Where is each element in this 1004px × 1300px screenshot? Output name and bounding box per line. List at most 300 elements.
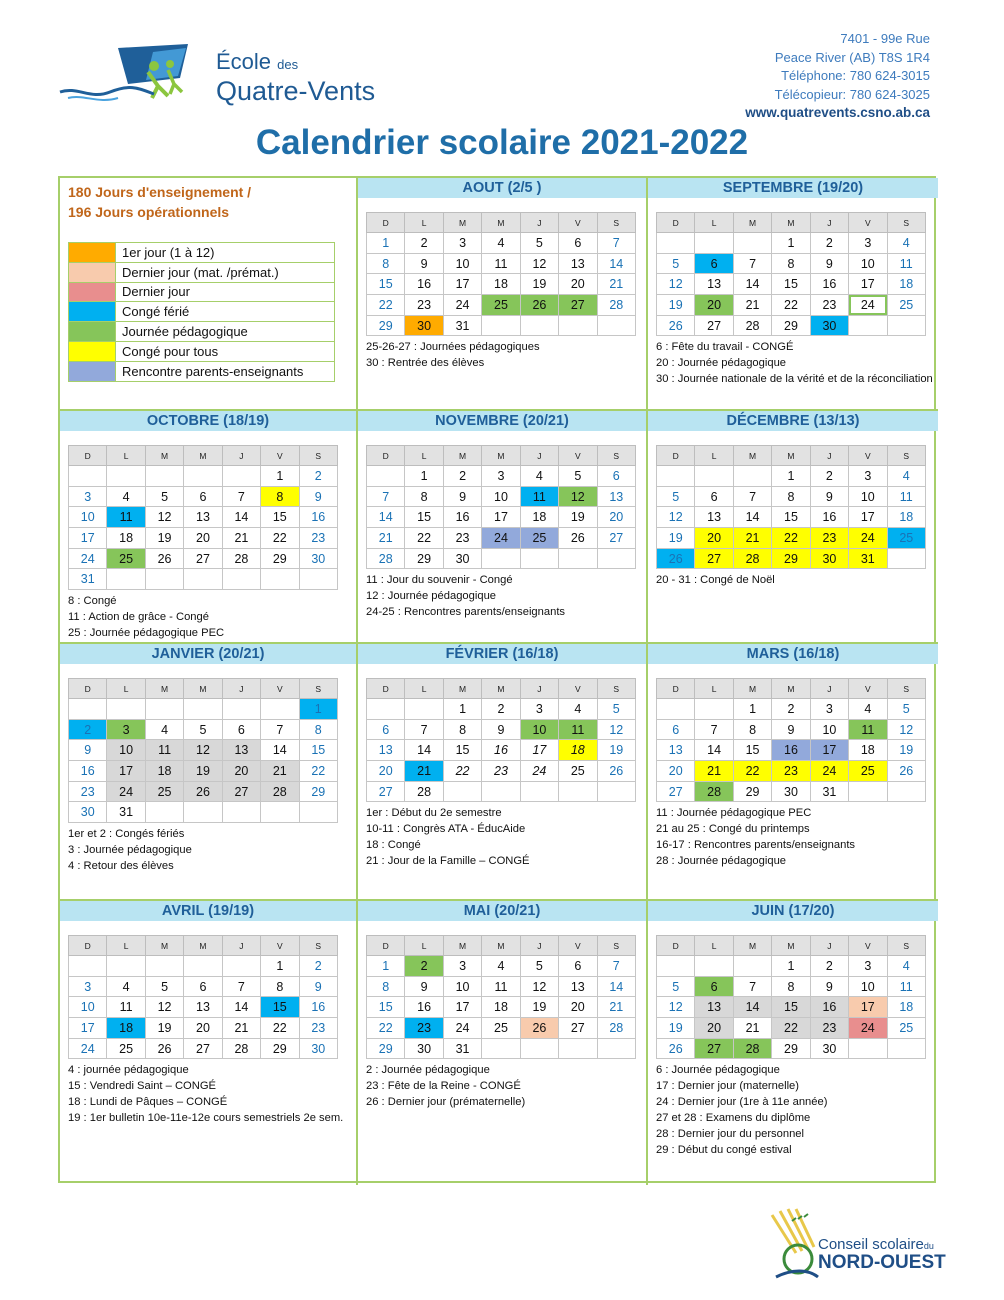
month-notes — [68, 1062, 356, 1126]
day-cell: 28 — [367, 548, 405, 569]
weekday-header: M — [184, 679, 222, 699]
weekday-header: V — [261, 679, 299, 699]
month-title: OCTOBRE (18/19) — [60, 411, 356, 431]
empty-day-cell — [520, 548, 558, 569]
day-cell: 8 — [367, 976, 405, 997]
weekday-header: M — [184, 936, 222, 956]
day-cell: 8 — [261, 486, 299, 507]
board-name-line2: NORD-OUEST — [818, 1252, 946, 1273]
day-cell: 1 — [261, 956, 299, 977]
weekday-header: L — [405, 936, 443, 956]
day-cell: 14 — [261, 740, 299, 761]
empty-day-cell — [657, 466, 695, 487]
day-cell: 3 — [69, 976, 107, 997]
day-cell: 24 — [69, 548, 107, 569]
month-calendar — [656, 678, 926, 802]
day-cell: 23 — [69, 781, 107, 802]
month-title: NOVEMBRE (20/21) — [358, 411, 646, 431]
day-cell: 9 — [405, 253, 443, 274]
day-cell: 13 — [657, 740, 695, 761]
legend-row — [69, 361, 335, 381]
weekday-header: S — [299, 679, 337, 699]
empty-day-cell — [695, 466, 733, 487]
day-cell: 11 — [107, 507, 145, 528]
day-cell: 19 — [520, 997, 558, 1018]
empty-day-cell — [597, 548, 635, 569]
day-cell: 7 — [261, 719, 299, 740]
day-cell: 12 — [559, 486, 597, 507]
day-cell: 26 — [597, 761, 635, 782]
legend-swatch — [69, 341, 116, 361]
day-cell: 27 — [695, 315, 733, 336]
month-cell — [358, 901, 648, 1185]
weekday-header: M — [482, 446, 520, 466]
day-cell: 24 — [443, 295, 481, 316]
empty-day-cell — [299, 802, 337, 823]
weekday-header: S — [597, 936, 635, 956]
month-calendar — [656, 935, 926, 1059]
weekday-header: S — [887, 446, 925, 466]
day-cell: 1 — [367, 956, 405, 977]
day-cell: 1 — [733, 699, 771, 720]
weekday-header: M — [145, 679, 183, 699]
day-cell: 25 — [107, 548, 145, 569]
day-cell: 3 — [443, 956, 481, 977]
day-cell: 15 — [367, 997, 405, 1018]
day-cell: 30 — [810, 548, 848, 569]
weekday-header: S — [887, 936, 925, 956]
teaching-days-label: 180 Jours d'enseignement / — [68, 184, 252, 200]
day-cell: 30 — [405, 1038, 443, 1059]
day-cell: 10 — [849, 253, 887, 274]
month-calendar — [68, 445, 338, 590]
fax-line: Télécopieur: 780 624-3025 — [774, 86, 930, 102]
day-cell: 10 — [849, 976, 887, 997]
day-cell: 1 — [772, 956, 810, 977]
day-cell: 20 — [695, 528, 733, 549]
day-cell: 23 — [810, 528, 848, 549]
weekday-header: L — [107, 679, 145, 699]
day-cell: 11 — [849, 719, 887, 740]
day-cell: 22 — [405, 528, 443, 549]
day-cell: 9 — [810, 486, 848, 507]
day-cell: 2 — [810, 233, 848, 254]
month-notes — [656, 339, 938, 387]
weekday-header: S — [597, 446, 635, 466]
legend-row — [69, 243, 335, 263]
day-cell: 23 — [443, 528, 481, 549]
day-cell: 5 — [657, 976, 695, 997]
day-cell: 10 — [810, 719, 848, 740]
weekday-header: L — [405, 679, 443, 699]
day-cell: 14 — [597, 976, 635, 997]
empty-day-cell — [520, 315, 558, 336]
day-cell: 3 — [443, 233, 481, 254]
day-cell: 8 — [772, 976, 810, 997]
day-cell: 7 — [733, 253, 771, 274]
day-cell: 28 — [597, 1018, 635, 1039]
month-note: 27 et 28 : Examens du diplôme — [656, 1112, 811, 1125]
day-cell: 17 — [849, 507, 887, 528]
weekday-header: J — [520, 936, 558, 956]
day-cell: 4 — [887, 956, 925, 977]
day-cell: 22 — [261, 1018, 299, 1039]
empty-day-cell — [69, 466, 107, 487]
address-line: Peace River (AB) T8S 1R4 — [774, 49, 930, 65]
weekday-header: V — [849, 936, 887, 956]
empty-day-cell — [145, 466, 183, 487]
weekday-header: M — [443, 446, 481, 466]
day-cell: 2 — [299, 956, 337, 977]
day-cell: 10 — [69, 997, 107, 1018]
empty-day-cell — [887, 315, 925, 336]
day-cell: 14 — [222, 507, 260, 528]
month-title: SEPTEMBRE (19/20) — [648, 178, 938, 198]
day-cell: 27 — [657, 781, 695, 802]
empty-day-cell — [733, 233, 771, 254]
empty-day-cell — [367, 466, 405, 487]
day-cell: 13 — [695, 507, 733, 528]
day-cell: 8 — [733, 719, 771, 740]
day-cell: 5 — [145, 976, 183, 997]
day-cell: 16 — [772, 740, 810, 761]
day-cell: 13 — [367, 740, 405, 761]
day-cell: 15 — [733, 740, 771, 761]
day-cell: 16 — [443, 507, 481, 528]
empty-day-cell — [559, 781, 597, 802]
month-note: 11 : Jour du souvenir - Congé — [366, 574, 513, 587]
weekday-header: V — [559, 679, 597, 699]
day-cell: 11 — [107, 997, 145, 1018]
month-calendar — [366, 445, 636, 569]
day-cell: 16 — [299, 997, 337, 1018]
weekday-header: M — [443, 213, 481, 233]
day-cell: 16 — [69, 761, 107, 782]
day-cell: 18 — [849, 740, 887, 761]
day-cell: 17 — [849, 274, 887, 295]
day-cell: 3 — [69, 486, 107, 507]
month-note: 2 : Journée pédagogique — [366, 1064, 490, 1077]
month-note: 11 : Action de grâce - Congé — [68, 611, 209, 624]
day-cell: 11 — [482, 253, 520, 274]
day-cell: 7 — [597, 956, 635, 977]
weekday-header: D — [657, 213, 695, 233]
empty-day-cell — [733, 466, 771, 487]
day-cell: 31 — [443, 1038, 481, 1059]
day-cell: 1 — [405, 466, 443, 487]
weekday-header: V — [559, 936, 597, 956]
day-cell: 6 — [184, 976, 222, 997]
day-cell: 29 — [733, 781, 771, 802]
day-cell: 6 — [559, 233, 597, 254]
day-cell: 20 — [695, 295, 733, 316]
day-cell: 1 — [261, 466, 299, 487]
day-cell: 28 — [733, 315, 771, 336]
legend-label: 1er jour (1 à 12) — [116, 243, 335, 263]
day-cell: 12 — [657, 997, 695, 1018]
day-cell: 16 — [810, 507, 848, 528]
day-cell: 8 — [405, 486, 443, 507]
day-cell: 20 — [559, 274, 597, 295]
day-cell: 11 — [482, 976, 520, 997]
weekday-header: V — [559, 446, 597, 466]
day-cell: 15 — [405, 507, 443, 528]
empty-day-cell — [559, 1038, 597, 1059]
day-cell: 23 — [299, 528, 337, 549]
day-cell: 17 — [69, 528, 107, 549]
weekday-header: M — [482, 213, 520, 233]
month-cell — [648, 411, 938, 644]
empty-day-cell — [184, 956, 222, 977]
weekday-header: M — [772, 936, 810, 956]
board-name-small: du — [923, 1241, 934, 1251]
day-cell: 13 — [695, 274, 733, 295]
day-cell: 19 — [145, 528, 183, 549]
day-cell: 15 — [299, 740, 337, 761]
day-cell: 11 — [145, 740, 183, 761]
day-cell: 16 — [405, 997, 443, 1018]
legend-label: Journée pédagogique — [116, 322, 335, 342]
day-cell: 27 — [367, 781, 405, 802]
empty-day-cell — [559, 315, 597, 336]
month-note: 16-17 : Rencontres parents/enseignants — [656, 839, 856, 852]
empty-day-cell — [145, 569, 183, 590]
day-cell: 11 — [887, 253, 925, 274]
weekday-header: S — [299, 446, 337, 466]
day-cell: 24 — [443, 1018, 481, 1039]
day-cell: 7 — [733, 976, 771, 997]
month-title: AOUT (2/5 ) — [358, 178, 646, 198]
day-cell: 24 — [69, 1038, 107, 1059]
legend-row — [69, 341, 335, 361]
day-cell: 30 — [443, 548, 481, 569]
empty-day-cell — [520, 1038, 558, 1059]
board-name-text: Conseil scolaire — [818, 1236, 924, 1253]
school-address — [745, 30, 930, 123]
empty-day-cell — [657, 699, 695, 720]
empty-day-cell — [107, 956, 145, 977]
day-cell: 21 — [405, 761, 443, 782]
day-cell: 13 — [184, 507, 222, 528]
day-cell: 2 — [405, 956, 443, 977]
day-cell: 26 — [657, 1038, 695, 1059]
day-cell: 24 — [810, 761, 848, 782]
day-cell: 27 — [559, 1018, 597, 1039]
weekday-header: S — [299, 936, 337, 956]
weekday-header: M — [145, 936, 183, 956]
day-cell: 23 — [405, 295, 443, 316]
day-cell: 10 — [69, 507, 107, 528]
legend-swatch — [69, 322, 116, 342]
day-cell: 3 — [482, 466, 520, 487]
day-cell: 16 — [810, 997, 848, 1018]
day-cell: 21 — [733, 295, 771, 316]
day-cell: 22 — [772, 1018, 810, 1039]
empty-day-cell — [222, 569, 260, 590]
month-cell — [358, 644, 648, 901]
day-cell: 18 — [482, 997, 520, 1018]
day-cell: 31 — [443, 315, 481, 336]
day-cell: 16 — [299, 507, 337, 528]
day-cell: 25 — [145, 781, 183, 802]
day-cell: 28 — [695, 781, 733, 802]
weekday-header: D — [367, 936, 405, 956]
day-cell: 8 — [772, 253, 810, 274]
empty-day-cell — [597, 1038, 635, 1059]
weekday-header: M — [184, 446, 222, 466]
phone-line: Téléphone: 780 624-3015 — [781, 68, 930, 83]
empty-day-cell — [887, 781, 925, 802]
day-cell: 9 — [299, 486, 337, 507]
day-cell: 26 — [559, 528, 597, 549]
day-cell: 27 — [695, 548, 733, 569]
day-cell: 28 — [405, 781, 443, 802]
day-cell: 27 — [222, 781, 260, 802]
day-cell: 30 — [405, 315, 443, 336]
day-cell: 4 — [559, 699, 597, 720]
day-cell: 6 — [657, 719, 695, 740]
month-note: 21 au 25 : Congé du printemps — [656, 823, 810, 836]
day-cell: 10 — [443, 976, 481, 997]
day-cell: 26 — [145, 548, 183, 569]
month-calendar — [366, 935, 636, 1059]
weekday-header: M — [145, 446, 183, 466]
empty-day-cell — [261, 802, 299, 823]
day-cell: 19 — [657, 528, 695, 549]
weekday-header: J — [520, 213, 558, 233]
empty-day-cell — [559, 548, 597, 569]
day-cell: 24 — [482, 528, 520, 549]
month-note: 15 : Vendredi Saint – CONGÉ — [68, 1080, 217, 1093]
legend-label: Congé férié — [116, 302, 335, 322]
day-cell: 14 — [222, 997, 260, 1018]
month-note: 1er et 2 : Congés fériés — [68, 828, 185, 841]
legend-label: Rencontre parents-enseignants — [116, 361, 335, 381]
day-cell: 12 — [657, 507, 695, 528]
day-cell: 1 — [772, 466, 810, 487]
empty-day-cell — [849, 1038, 887, 1059]
empty-day-cell — [482, 315, 520, 336]
month-calendar — [656, 445, 926, 569]
day-cell: 25 — [849, 761, 887, 782]
empty-day-cell — [482, 548, 520, 569]
month-calendar — [656, 212, 926, 336]
day-cell: 24 — [849, 528, 887, 549]
day-cell: 4 — [107, 486, 145, 507]
day-cell: 2 — [405, 233, 443, 254]
day-cell: 5 — [145, 486, 183, 507]
day-cell: 11 — [887, 976, 925, 997]
day-cell: 4 — [145, 719, 183, 740]
day-cell: 13 — [184, 997, 222, 1018]
day-cell: 5 — [559, 466, 597, 487]
website-link[interactable]: www.quatrevents.csno.ab.ca — [745, 105, 930, 120]
day-cell: 21 — [597, 274, 635, 295]
empty-day-cell — [107, 466, 145, 487]
empty-day-cell — [299, 569, 337, 590]
empty-day-cell — [597, 315, 635, 336]
day-cell: 6 — [695, 253, 733, 274]
day-cell: 29 — [405, 548, 443, 569]
legend-swatch — [69, 282, 116, 302]
weekday-header: M — [733, 446, 771, 466]
weekday-header: D — [657, 936, 695, 956]
day-cell: 2 — [443, 466, 481, 487]
month-note: 8 : Congé — [68, 595, 117, 608]
day-cell: 23 — [810, 295, 848, 316]
month-note: 24 : Dernier jour (1re à 11e année) — [656, 1096, 828, 1109]
weekday-header: M — [443, 679, 481, 699]
month-calendar — [366, 678, 636, 802]
weekday-header: L — [107, 936, 145, 956]
calendar-grid — [58, 176, 936, 1183]
day-cell: 25 — [887, 528, 925, 549]
day-cell: 29 — [261, 1038, 299, 1059]
month-note: 18 : Congé — [366, 839, 421, 852]
day-cell: 2 — [810, 956, 848, 977]
day-cell: 3 — [107, 719, 145, 740]
day-cell: 22 — [367, 1018, 405, 1039]
day-cell: 10 — [443, 253, 481, 274]
legend-swatch — [69, 302, 116, 322]
day-cell: 28 — [222, 548, 260, 569]
month-note: 17 : Dernier jour (maternelle) — [656, 1080, 800, 1093]
day-cell: 6 — [695, 976, 733, 997]
weekday-header: L — [405, 213, 443, 233]
day-cell: 21 — [222, 528, 260, 549]
weekday-header: S — [597, 679, 635, 699]
month-note: 21 : Jour de la Famille – CONGÉ — [366, 855, 530, 868]
day-cell: 22 — [772, 295, 810, 316]
month-note: 11 : Journée pédagogique PEC — [656, 807, 812, 820]
day-cell: 6 — [695, 486, 733, 507]
legend-table — [68, 242, 335, 382]
day-cell: 4 — [849, 699, 887, 720]
day-cell: 24 — [107, 781, 145, 802]
day-cell: 12 — [520, 976, 558, 997]
empty-day-cell — [849, 315, 887, 336]
day-cell: 21 — [261, 761, 299, 782]
day-cell: 9 — [810, 976, 848, 997]
day-cell: 23 — [299, 1018, 337, 1039]
day-cell: 28 — [261, 781, 299, 802]
day-cell: 18 — [145, 761, 183, 782]
day-cell: 15 — [261, 507, 299, 528]
month-notes — [68, 593, 356, 641]
day-cell: 19 — [520, 274, 558, 295]
day-cell: 5 — [657, 253, 695, 274]
day-cell: 6 — [597, 466, 635, 487]
day-cell: 27 — [184, 548, 222, 569]
weekday-header: S — [597, 213, 635, 233]
day-cell: 6 — [184, 486, 222, 507]
empty-day-cell — [887, 1038, 925, 1059]
day-cell: 17 — [810, 740, 848, 761]
day-cell: 25 — [520, 528, 558, 549]
month-cell — [648, 178, 938, 411]
day-cell: 31 — [69, 569, 107, 590]
day-cell: 6 — [222, 719, 260, 740]
weekday-header: J — [222, 679, 260, 699]
day-cell: 3 — [849, 466, 887, 487]
day-cell: 28 — [222, 1038, 260, 1059]
day-cell: 27 — [559, 295, 597, 316]
empty-day-cell — [520, 781, 558, 802]
day-cell: 17 — [849, 997, 887, 1018]
month-notes — [366, 572, 646, 620]
day-cell: 12 — [597, 719, 635, 740]
day-cell: 20 — [367, 761, 405, 782]
